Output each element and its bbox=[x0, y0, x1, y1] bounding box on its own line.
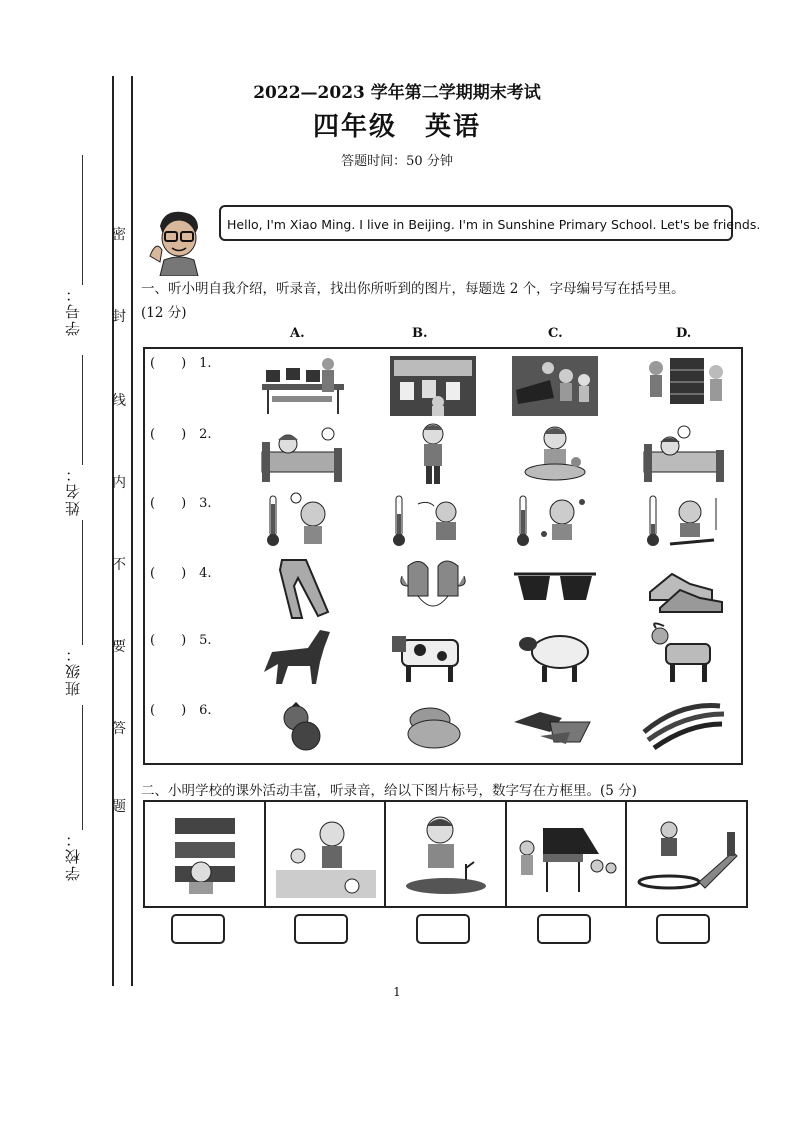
sneakers-picture bbox=[640, 556, 730, 620]
binding-line-outer bbox=[112, 76, 114, 986]
exam-subject: 四年级 英语 bbox=[312, 112, 481, 142]
page-number: 1 bbox=[393, 985, 401, 999]
boy-eating-picture bbox=[510, 422, 600, 486]
exam-title: 2022—2023 学年第二学期期末考试 bbox=[253, 83, 541, 103]
horse-picture bbox=[258, 622, 348, 686]
question-3-label[interactable]: ( ) 3. bbox=[150, 496, 212, 511]
boy-standing-picture bbox=[388, 422, 478, 486]
mittens-picture bbox=[388, 556, 478, 620]
reading-books-picture bbox=[165, 812, 245, 898]
column-d-header: D. bbox=[676, 326, 692, 341]
boy-in-bed-picture bbox=[640, 422, 730, 486]
section2-instruction: 二、小明学校的课外活动丰富，听录音，给以下图片标号，数字写在方框里。(5 分) bbox=[141, 783, 637, 799]
seal-char: 答 bbox=[112, 721, 126, 737]
answer-box-4[interactable] bbox=[537, 914, 591, 944]
seal-char: 线 bbox=[112, 393, 126, 409]
class-label: 班级： bbox=[64, 645, 82, 696]
student-id-label: 学号： bbox=[64, 285, 82, 336]
name-line bbox=[82, 355, 83, 465]
sheep-picture bbox=[510, 622, 600, 686]
girl-in-bed-picture bbox=[258, 422, 348, 486]
column-b-header: B. bbox=[412, 326, 428, 341]
seal-char: 题 bbox=[112, 799, 126, 815]
activity-cell bbox=[627, 802, 746, 906]
jumping-picture bbox=[633, 812, 741, 898]
goat-picture bbox=[640, 622, 730, 686]
playing-football-picture bbox=[276, 810, 376, 900]
playing-piano-picture bbox=[513, 814, 621, 898]
answer-box-2[interactable] bbox=[294, 914, 348, 944]
tomatoes-picture bbox=[258, 692, 348, 756]
activity-cell bbox=[386, 802, 507, 906]
cow-picture bbox=[388, 622, 478, 686]
pants-picture bbox=[258, 556, 348, 620]
art-room-picture bbox=[388, 354, 478, 418]
answer-box-3[interactable] bbox=[416, 914, 470, 944]
music-room-picture bbox=[510, 354, 600, 418]
section1-score: (12 分) bbox=[141, 305, 187, 321]
green-beans-picture bbox=[640, 692, 730, 756]
answer-box-5[interactable] bbox=[656, 914, 710, 944]
section2-grid bbox=[143, 800, 748, 908]
seal-char: 封 bbox=[112, 309, 126, 325]
potatoes-picture bbox=[388, 692, 478, 756]
activity-cell bbox=[145, 802, 266, 906]
seal-char: 要 bbox=[112, 639, 126, 655]
question-2-label[interactable]: ( ) 2. bbox=[150, 427, 212, 442]
seal-char: 密 bbox=[112, 227, 126, 243]
question-6-label[interactable]: ( ) 6. bbox=[150, 703, 212, 718]
name-label: 姓名： bbox=[64, 465, 82, 516]
carrots-picture bbox=[510, 692, 600, 756]
activity-cell bbox=[266, 802, 387, 906]
question-1-label[interactable]: ( ) 1. bbox=[150, 356, 212, 371]
column-c-header: C. bbox=[548, 326, 563, 341]
school-label: 学校： bbox=[64, 830, 82, 881]
computer-room-picture bbox=[258, 354, 348, 418]
column-a-header: A. bbox=[290, 326, 305, 341]
seal-char: 不 bbox=[112, 557, 126, 573]
cool-weather-picture bbox=[388, 490, 478, 554]
school-line bbox=[82, 705, 83, 830]
library-picture bbox=[640, 354, 730, 418]
binding-line-inner bbox=[131, 76, 133, 986]
sunglasses-picture bbox=[510, 556, 600, 620]
cold-weather-picture bbox=[640, 490, 730, 554]
question-5-label[interactable]: ( ) 5. bbox=[150, 633, 212, 648]
seal-char: 内 bbox=[112, 475, 126, 491]
class-line bbox=[82, 520, 83, 645]
answer-box-1[interactable] bbox=[171, 914, 225, 944]
warm-weather-picture bbox=[510, 490, 600, 554]
question-4-label[interactable]: ( ) 4. bbox=[150, 566, 212, 581]
speech-bubble: Hello, I'm Xiao Ming. I live in Beijing. I'm in Sunshine Primary School. Let's be friends. bbox=[219, 205, 733, 241]
exam-time: 答题时间：50 分钟 bbox=[341, 154, 453, 169]
section1-instruction: 一、听小明自我介绍，听录音，找出你所听到的图片，每题选 2 个，字母编号写在括号里。 bbox=[141, 281, 685, 297]
xiao-ming-avatar bbox=[146, 206, 212, 276]
activity-cell bbox=[507, 802, 628, 906]
student-id-line bbox=[82, 155, 83, 285]
planting-trees-picture bbox=[400, 810, 492, 900]
hot-weather-picture bbox=[258, 490, 348, 554]
